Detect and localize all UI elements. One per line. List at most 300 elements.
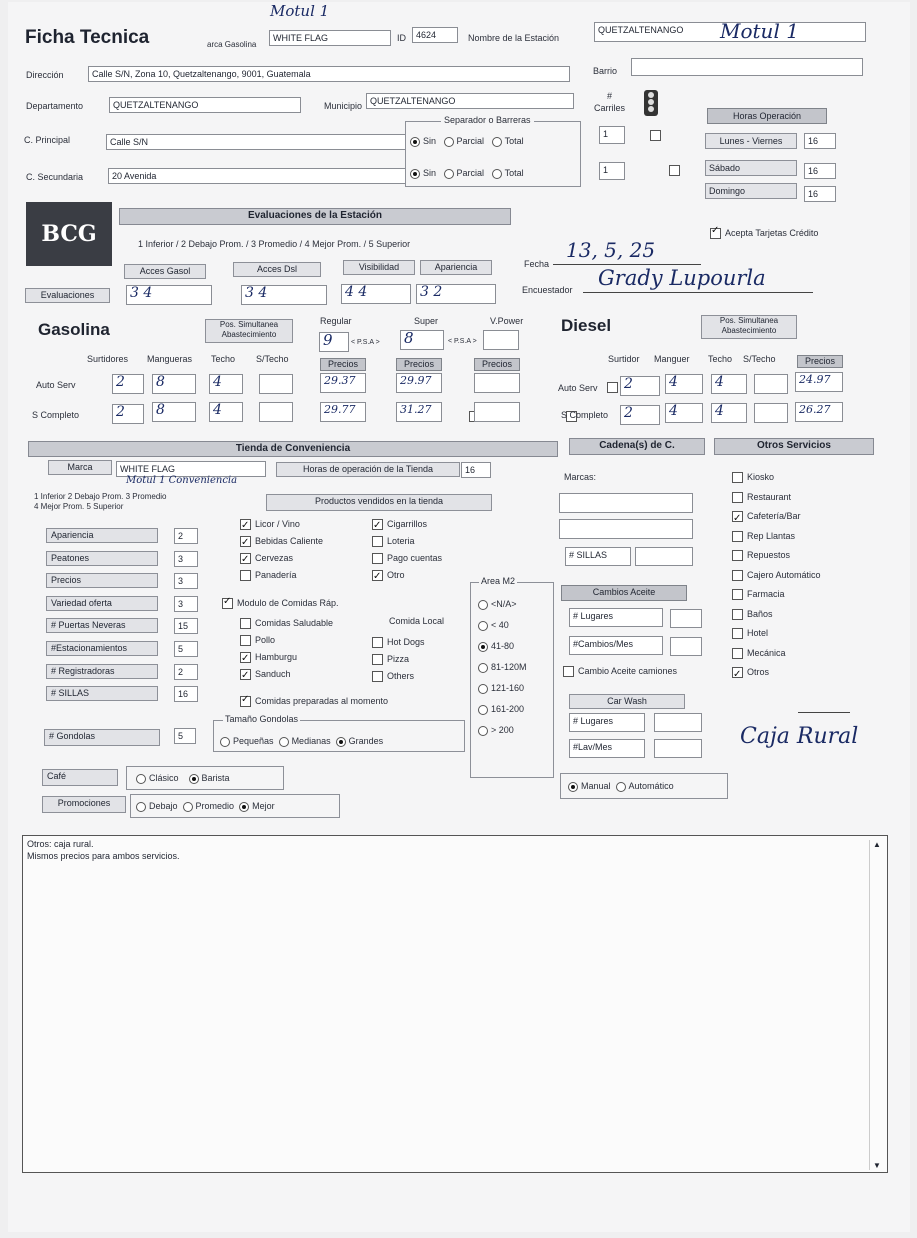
modulo-comidas-label: Modulo de Comidas Ráp. <box>237 598 339 608</box>
comida-item <box>372 668 425 685</box>
gas-col-techo: Techo <box>211 354 236 364</box>
otro-servicio-item <box>732 624 821 644</box>
producto-label: Pago cuentas <box>387 553 443 563</box>
gas-auto-mangueras[interactable]: 8 <box>152 374 196 394</box>
gas-precios-regular: Precios <box>320 358 366 371</box>
barrio-label: Barrio <box>593 66 618 76</box>
otro-servicio-checkbox[interactable] <box>732 472 743 483</box>
eval-acces-dsl-field[interactable]: 3 4 <box>241 285 327 305</box>
gas-auto-surtidores[interactable]: 2 <box>112 374 144 394</box>
id-field[interactable]: 4624 <box>412 27 458 43</box>
mejor-label: Mejor <box>252 801 275 811</box>
direccion-field[interactable]: Calle S/N, Zona 10, Quetzaltenango, 9001, Guatemala <box>88 66 570 82</box>
producto-item <box>240 567 323 584</box>
dsl-completo-price[interactable]: 26.27 <box>795 402 843 422</box>
cadenas-sillas-field[interactable] <box>635 547 693 566</box>
eval-apariencia-field[interactable]: 3 2 <box>416 284 496 304</box>
radio-debajo[interactable] <box>136 802 146 812</box>
area-radio[interactable] <box>478 663 488 673</box>
radio-total-label: Total <box>504 168 524 178</box>
carril-2-checkbox[interactable] <box>669 165 680 176</box>
evaluaciones-scale: 1 Inferior / 2 Debajo Prom. / 3 Promedio / 4 Mejor Prom. / 5 Superior <box>138 239 411 249</box>
producto-checkbox[interactable] <box>240 519 251 530</box>
apariencia-label: Apariencia <box>420 260 492 275</box>
dsl-col-techo: Techo <box>708 354 733 364</box>
dsl-col-stecho: S/Techo <box>743 354 776 364</box>
super-psa-field[interactable]: 8 <box>400 330 444 350</box>
gondolas-field[interactable]: 5 <box>174 728 196 744</box>
dsl-auto-surtidor[interactable]: 2 <box>620 376 660 396</box>
separador-label: Separador o Barreras <box>441 115 534 125</box>
area-option-label: 81-120M <box>491 662 527 672</box>
gas-col-stecho: S/Techo <box>256 354 289 364</box>
lunes-viernes-label: Lunes - Viernes <box>705 133 797 149</box>
rating-row <box>46 686 196 709</box>
cambios-lugares-label: # Lugares <box>569 608 663 627</box>
area-option-label: < 40 <box>491 620 509 630</box>
rating-value[interactable]: 15 <box>174 618 198 634</box>
otro-servicio-item <box>732 663 821 683</box>
promociones-button[interactable]: Promociones <box>42 796 126 813</box>
gas-completo-surtidores[interactable]: 2 <box>112 404 144 424</box>
productos-col-2 <box>372 516 442 584</box>
carril-1-checkbox[interactable] <box>650 130 661 141</box>
producto-checkbox[interactable] <box>372 553 383 564</box>
horas-operacion-button[interactable]: Horas Operación <box>707 108 827 124</box>
otro-servicio-checkbox[interactable] <box>732 511 743 522</box>
handwritten-nombre: Motul 1 <box>720 19 799 43</box>
handwritten-top: Motul 1 <box>270 2 330 20</box>
psa-label-1: < P.S.A > <box>351 339 380 346</box>
otro-servicio-label: Hotel <box>747 628 769 638</box>
producto-checkbox[interactable] <box>372 536 383 547</box>
area-option <box>478 699 527 720</box>
comida-item <box>240 649 333 666</box>
producto-item <box>240 533 323 550</box>
otro-servicio-label: Cajero Automático <box>747 569 821 580</box>
traffic-light-icon <box>644 90 658 116</box>
radio-clasico[interactable] <box>136 774 146 784</box>
rating-row <box>46 664 196 687</box>
radio-barista[interactable] <box>189 774 199 784</box>
tienda-marca-handwritten: Motul 1 Conveniencia <box>126 475 238 486</box>
direccion-label: Dirección <box>26 70 64 80</box>
comida-label: Sanduch <box>255 669 291 679</box>
otro-servicio-checkbox[interactable] <box>732 609 743 620</box>
dsl-completo-stecho[interactable] <box>754 403 788 423</box>
gas-auto-price-super[interactable]: 29.97 <box>396 373 442 393</box>
medianas-label: Medianas <box>291 736 331 746</box>
rating-label: Variedad oferta <box>46 596 158 611</box>
dsl-auto-manguer[interactable]: 4 <box>665 374 703 394</box>
gas-completo-price-regular[interactable]: 29.77 <box>320 402 366 422</box>
fecha-label: Fecha <box>524 259 550 269</box>
cafe-options <box>136 773 230 784</box>
area-radio[interactable] <box>478 621 488 631</box>
grandes-label: Grandes <box>348 736 384 746</box>
promociones-options <box>136 801 275 812</box>
otro-servicio-item <box>732 527 821 547</box>
comida-checkbox[interactable] <box>372 671 383 682</box>
dsl-precios: Precios <box>797 355 843 368</box>
dsl-auto-price[interactable]: 24.97 <box>795 372 843 392</box>
comida-label: Pizza <box>387 654 410 664</box>
otros-servicios-list <box>732 468 821 683</box>
otro-servicio-label: Repuestos <box>747 550 791 560</box>
c-principal-field[interactable]: Calle S/N <box>106 134 406 150</box>
notes-textarea[interactable] <box>22 835 888 1173</box>
evaluaciones-header: Evaluaciones de la Estación <box>119 208 511 225</box>
producto-label: Otro <box>387 570 405 580</box>
otro-servicio-checkbox[interactable] <box>732 531 743 542</box>
area-radio[interactable] <box>478 684 488 694</box>
cw-lugares-label: # Lugares <box>569 713 645 732</box>
dsl-completo-manguer[interactable]: 4 <box>665 403 703 423</box>
modulo-comidas <box>222 598 339 609</box>
cambios-mes-field[interactable] <box>670 637 702 656</box>
otro-servicio-label: Mecánica <box>747 647 786 658</box>
diesel-title: Diesel <box>561 316 612 335</box>
otro-servicio-checkbox[interactable] <box>732 550 743 561</box>
scroll-up-icon[interactable]: ▲ <box>873 840 881 849</box>
dsl-col-surtidor: Surtidor <box>608 354 640 364</box>
notes-line-1: Otros: caja rural. <box>27 839 94 849</box>
gas-completo-mangueras[interactable]: 8 <box>152 402 196 422</box>
gasolina-pos-simultanea: Pos. Simultanea Abastecimiento <box>205 319 293 343</box>
otro-servicio-checkbox[interactable] <box>732 628 743 639</box>
radio-sin-1[interactable] <box>410 137 420 147</box>
otro-servicio-checkbox[interactable] <box>732 589 743 600</box>
otro-servicio-item <box>732 468 821 488</box>
radio-promedio[interactable] <box>183 802 193 812</box>
acces-gasol-label: Acces Gasol <box>124 264 206 279</box>
rating-value[interactable]: 2 <box>174 664 198 680</box>
producto-item <box>372 516 442 533</box>
cambios-aceite-button[interactable]: Cambios Aceite <box>561 585 687 601</box>
comida-local-label: Comida Local <box>389 616 445 626</box>
radio-automatico[interactable] <box>616 782 626 792</box>
radio-manual[interactable] <box>568 782 578 792</box>
dsl-completo-surtidor[interactable]: 2 <box>620 405 660 425</box>
otro-servicio-label: Farmacia <box>747 589 785 599</box>
area-m2-label: Area M2 <box>481 576 516 586</box>
acepta-tarjetas-checkbox[interactable] <box>710 228 721 239</box>
tienda-horas-label: Horas de operación de la Tienda <box>276 462 460 477</box>
carriles-label: # Carriles <box>594 91 626 113</box>
visibilidad-label: Visibilidad <box>343 260 415 275</box>
otro-servicio-checkbox[interactable] <box>732 492 743 503</box>
psa-label-2: < P.S.A > <box>448 338 477 345</box>
productos-button[interactable]: Productos vendidos en la tienda <box>266 494 492 511</box>
area-option <box>478 636 527 657</box>
area-option-label: > 200 <box>491 725 514 735</box>
radio-sin-label: Sin <box>423 168 437 178</box>
gas-completo-stecho[interactable] <box>259 402 293 422</box>
sabado-field[interactable]: 16 <box>804 163 836 179</box>
bcg-logo: BCG <box>26 202 112 266</box>
regular-label: Regular <box>320 316 352 326</box>
area-option-label: 41-80 <box>491 641 515 651</box>
otro-servicio-item <box>732 605 821 625</box>
comidas-preparadas-label: Comidas preparadas al momento <box>255 696 389 706</box>
vpower-label: V.Power <box>490 316 524 326</box>
separador-row-1 <box>410 136 524 147</box>
rating-label: # Puertas Neveras <box>46 618 158 633</box>
domingo-label: Domingo <box>705 183 797 199</box>
otro-servicio-item <box>732 566 821 586</box>
automatico-label: Automático <box>628 781 674 791</box>
area-option <box>478 657 527 678</box>
producto-checkbox[interactable] <box>240 536 251 547</box>
encuestador-handwritten: Grady Lupourla <box>598 266 766 290</box>
clasico-label: Clásico <box>149 773 179 783</box>
rating-label: #Estacionamientos <box>46 641 158 656</box>
area-option-label: 161-200 <box>491 704 525 714</box>
radio-medianas[interactable] <box>279 737 289 747</box>
vpower-psa-field[interactable] <box>483 330 519 350</box>
radio-parcial-1[interactable] <box>444 137 454 147</box>
acces-dsl-label: Acces Dsl <box>233 262 321 277</box>
tamano-gondolas-label: Tamaño Gondolas <box>225 714 299 724</box>
gas-auto-serv-label: Auto Serv <box>36 380 76 390</box>
rating-row <box>46 573 196 596</box>
comida-label: Hot Dogs <box>387 637 425 647</box>
gas-auto-price-vpower[interactable] <box>474 373 520 393</box>
rating-row <box>46 618 196 641</box>
producto-item <box>372 567 442 584</box>
barrio-field[interactable] <box>631 58 863 76</box>
otro-servicio-checkbox[interactable] <box>732 667 743 678</box>
otro-servicio-item <box>732 585 821 605</box>
producto-item <box>240 516 323 533</box>
producto-label: Licor / Vino <box>255 519 300 529</box>
producto-item <box>372 533 442 550</box>
gas-auto-stecho[interactable] <box>259 374 293 394</box>
comida-item <box>240 615 333 632</box>
cadenas-sillas-label: # SILLAS <box>565 547 631 566</box>
modulo-comidas-checkbox[interactable] <box>222 598 233 609</box>
radio-sin-2[interactable] <box>410 169 420 179</box>
cadenas-marca-field-1[interactable] <box>559 493 693 513</box>
otro-servicio-item <box>732 644 821 664</box>
rating-label: Apariencia <box>46 528 158 543</box>
producto-item <box>372 550 442 567</box>
gas-completo-price-super[interactable]: 31.27 <box>396 402 442 422</box>
producto-checkbox[interactable] <box>240 570 251 581</box>
tienda-header: Tienda de Conveniencia <box>28 441 558 457</box>
municipio-field[interactable]: QUETZALTENANGO <box>366 93 574 109</box>
cw-lav-field[interactable] <box>654 739 702 758</box>
rating-row <box>46 641 196 664</box>
nombre-estacion-label: Nombre de la Estación <box>468 33 560 43</box>
dsl-col-manguer: Manguer <box>654 354 690 364</box>
domingo-field[interactable]: 16 <box>804 186 836 202</box>
evaluaciones-button[interactable]: Evaluaciones <box>25 288 110 303</box>
fecha-handwritten: 13, 5, 25 <box>566 238 656 262</box>
rating-value[interactable]: 5 <box>174 641 198 657</box>
diesel-pos-simultanea: Pos. Simultanea Abastecimiento <box>701 315 797 339</box>
cambio-aceite-camiones-checkbox[interactable] <box>563 666 574 677</box>
gas-auto-price-regular[interactable]: 29.37 <box>320 373 366 393</box>
otro-servicio-label: Rep Llantas <box>747 530 796 541</box>
comida-checkbox[interactable] <box>372 637 383 648</box>
cafe-button[interactable]: Café <box>42 769 118 786</box>
rating-row <box>46 596 196 619</box>
producto-checkbox[interactable] <box>372 570 383 581</box>
tienda-horas-field[interactable]: 16 <box>461 462 491 478</box>
super-label: Super <box>414 316 439 326</box>
tienda-marca-button[interactable]: Marca <box>48 460 112 475</box>
otro-servicio-item <box>732 507 821 527</box>
nombre-estacion-field[interactable]: QUETZALTENANGO <box>594 22 866 42</box>
departamento-field[interactable]: QUETZALTENANGO <box>109 97 301 113</box>
cw-lav-label: #Lav/Mes <box>569 739 645 758</box>
producto-label: Panadería <box>255 570 297 580</box>
cadenas-marca-field-2[interactable] <box>559 519 693 539</box>
pequenas-label: Pequeñas <box>233 736 274 746</box>
tienda-scale: 1 Inferior 2 Debajo Prom. 3 Promedio 4 Mejor Prom. 5 Superior <box>34 492 167 511</box>
cambios-lugares-field[interactable] <box>670 609 702 628</box>
comida-item <box>372 651 425 668</box>
cadenas-marcas-label: Marcas: <box>564 472 597 482</box>
rating-label: Peatones <box>46 551 158 566</box>
area-option <box>478 594 527 615</box>
gas-auto-techo[interactable]: 4 <box>209 374 243 394</box>
otro-servicio-item <box>732 546 821 566</box>
separador-row-2 <box>410 168 524 179</box>
c-secundaria-field[interactable]: 20 Avenida <box>108 168 406 184</box>
comidas-preparadas-checkbox[interactable] <box>240 696 251 707</box>
producto-checkbox[interactable] <box>240 553 251 564</box>
gas-completo-label: S Completo <box>32 410 80 420</box>
radio-parcial-2[interactable] <box>444 169 454 179</box>
cambios-mes-label: #Cambios/Mes <box>569 636 663 655</box>
area-radio[interactable] <box>478 600 488 610</box>
area-option <box>478 615 527 636</box>
rating-value[interactable]: 2 <box>174 528 198 544</box>
otro-servicio-label: Restaurant <box>747 491 792 502</box>
encuestador-label: Encuestador <box>522 285 573 295</box>
rating-value[interactable]: 3 <box>174 551 198 567</box>
radio-grandes[interactable] <box>336 737 346 747</box>
area-radio[interactable] <box>478 726 488 736</box>
comida-checkbox[interactable] <box>240 618 251 629</box>
notes-scrollbar[interactable] <box>869 840 884 1170</box>
gas-precios-vpower: Precios <box>474 358 520 371</box>
producto-label: Cervezas <box>255 553 294 563</box>
gas-completo-price-vpower[interactable] <box>474 402 520 422</box>
rating-value[interactable]: 3 <box>174 573 198 589</box>
car-wash-type <box>568 781 674 792</box>
radio-mejor[interactable] <box>239 802 249 812</box>
debajo-label: Debajo <box>149 801 178 811</box>
dsl-auto-serv-label: Auto Serv <box>558 383 598 393</box>
cambio-aceite-camiones-label: Cambio Aceite camiones <box>578 666 678 676</box>
comida-checkbox[interactable] <box>372 654 383 665</box>
otro-servicio-label: Kiosko <box>747 472 775 482</box>
eval-visibilidad-field[interactable]: 4 4 <box>341 284 411 304</box>
comida-label: Pollo <box>255 635 276 645</box>
marca-gasolina-field[interactable]: WHITE FLAG <box>269 30 391 46</box>
marca-gasolina-label: arca Gasolina <box>207 40 257 49</box>
rating-label: Precios <box>46 573 158 588</box>
radio-sin-label: Sin <box>423 136 437 146</box>
eval-acces-gasol-field[interactable]: 3 4 <box>126 285 212 305</box>
otro-servicio-item <box>732 488 821 508</box>
comida-label: Others <box>387 671 415 681</box>
radio-parcial-label: Parcial <box>456 168 485 178</box>
comida-item <box>240 632 333 649</box>
dsl-auto-techo[interactable]: 4 <box>711 374 747 394</box>
regular-psa-field[interactable]: 9 <box>319 332 349 352</box>
gasolina-title: Gasolina <box>38 320 110 339</box>
otro-servicio-checkbox[interactable] <box>732 570 743 581</box>
otro-servicio-label: Otros <box>747 667 770 677</box>
comida-item <box>240 666 333 683</box>
area-option <box>478 678 527 699</box>
dsl-auto-stecho[interactable] <box>754 374 788 394</box>
car-wash-button[interactable]: Car Wash <box>569 694 685 709</box>
tienda-marca-field[interactable]: WHITE FLAG <box>116 461 266 477</box>
otro-servicio-label: Cafetería/Bar <box>747 511 801 521</box>
rating-row <box>46 528 196 551</box>
comida-checkbox[interactable] <box>240 669 251 680</box>
comida-label: Hamburgu <box>255 652 298 662</box>
producto-item <box>240 550 323 567</box>
producto-label: Loteria <box>387 536 415 546</box>
area-radio[interactable] <box>478 705 488 715</box>
rating-value[interactable]: 3 <box>174 596 198 612</box>
gas-auto-vpower-checkbox[interactable] <box>607 382 618 393</box>
gas-col-mangueras: Mangueras <box>147 354 193 364</box>
c-principal-label: C. Principal <box>24 135 71 145</box>
area-m2-options <box>478 594 527 741</box>
tamano-options <box>220 736 383 747</box>
dsl-completo-techo[interactable]: 4 <box>711 403 747 423</box>
radio-total-2[interactable] <box>492 169 502 179</box>
departamento-label: Departamento <box>26 101 84 111</box>
carriles-1-field[interactable]: 1 <box>599 126 625 144</box>
gondolas-label: # Gondolas <box>44 729 160 746</box>
notes-line-2: Mismos precios para ambos servicios. <box>27 851 180 861</box>
otros-line <box>798 712 850 713</box>
comida-checkbox[interactable] <box>240 652 251 663</box>
cw-lugares-field[interactable] <box>654 713 702 732</box>
rating-label: # Registradoras <box>46 664 158 679</box>
acepta-tarjetas-label: Acepta Tarjetas Crédito <box>725 228 819 238</box>
radio-pequenas[interactable] <box>220 737 230 747</box>
producto-label: Bebidas Caliente <box>255 536 324 546</box>
area-radio[interactable] <box>478 642 488 652</box>
sabado-label: Sábado <box>705 160 797 176</box>
gas-precios-super: Precios <box>396 358 442 371</box>
producto-checkbox[interactable] <box>372 519 383 530</box>
cambio-aceite-camiones <box>563 666 677 677</box>
carriles-2-field[interactable]: 1 <box>599 162 625 180</box>
otro-servicio-checkbox[interactable] <box>732 648 743 659</box>
producto-label: Cigarrillos <box>387 519 428 529</box>
rating-value[interactable]: 16 <box>174 686 198 702</box>
lunes-viernes-field[interactable]: 16 <box>804 133 836 149</box>
scroll-down-icon[interactable]: ▼ <box>873 1161 881 1170</box>
gas-col-surtidores: Surtidores <box>87 354 129 364</box>
page-title: Ficha Tecnica <box>25 27 150 48</box>
form-sheet <box>8 2 910 1232</box>
comida-checkbox[interactable] <box>240 635 251 646</box>
radio-parcial-label: Parcial <box>456 136 485 146</box>
gas-completo-techo[interactable]: 4 <box>209 402 243 422</box>
radio-total-1[interactable] <box>492 137 502 147</box>
